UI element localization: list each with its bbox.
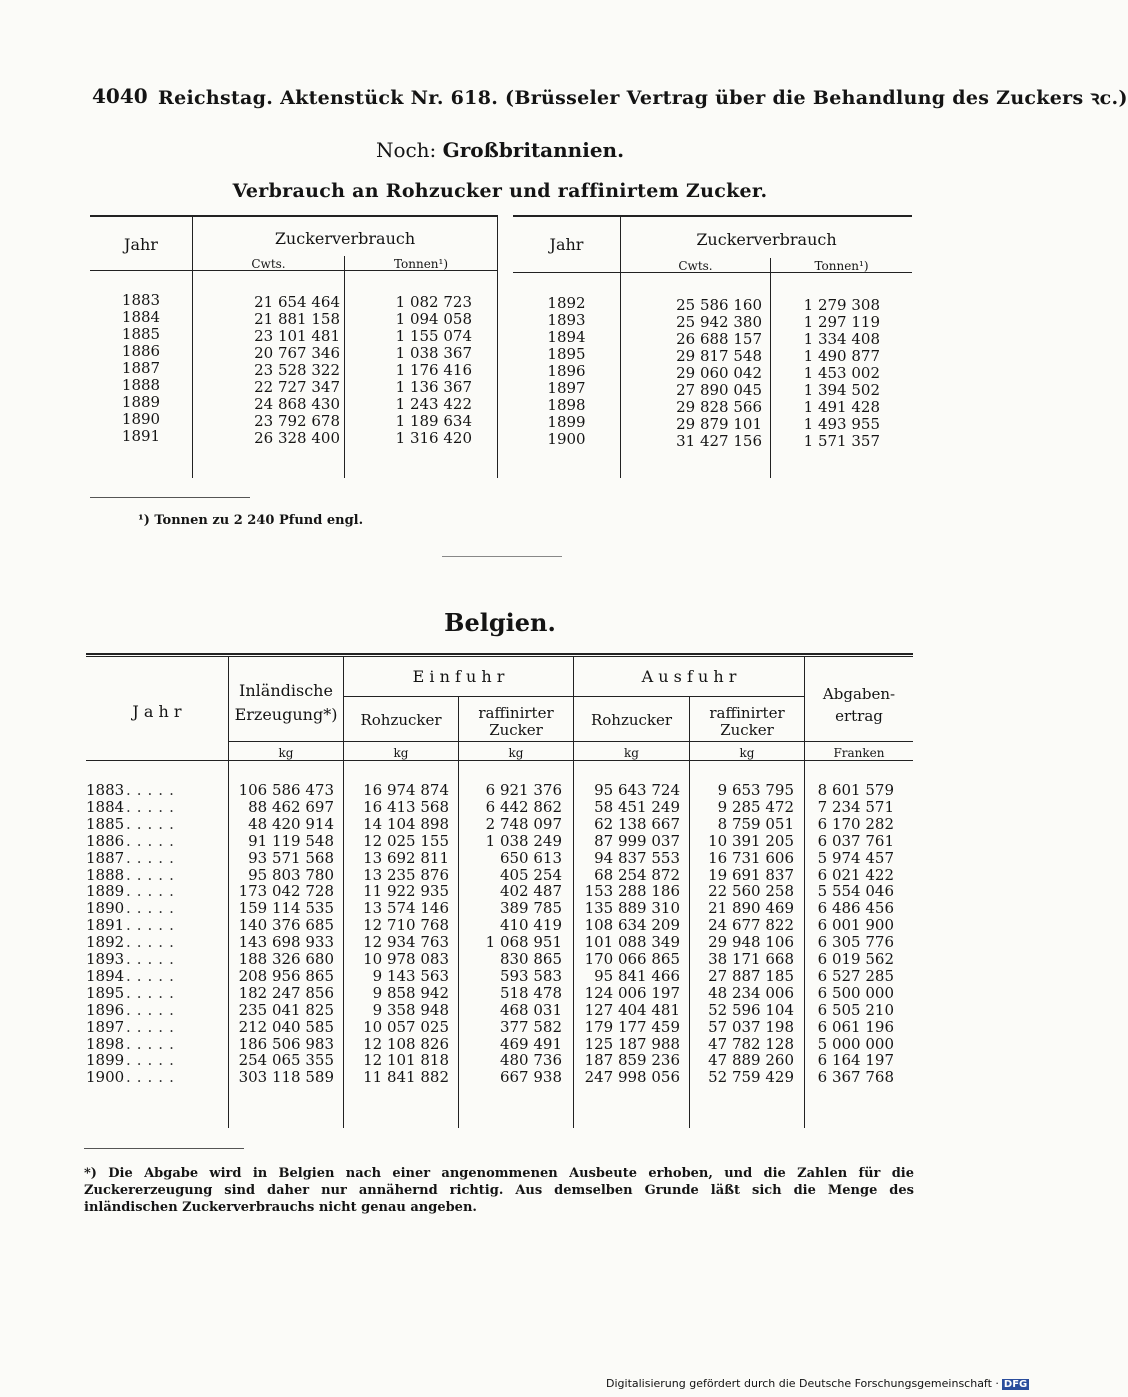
- table-cell-cwts: 23 528 322: [254, 361, 340, 379]
- table-cell-ein-roh: 10 978 083: [363, 950, 449, 968]
- table-cell-year: 1891: [121, 427, 161, 445]
- gb-footnote: ¹) Tonnen zu 2 240 Pfund engl.: [138, 513, 364, 528]
- table-cell-year: 1889: [121, 393, 161, 411]
- table-cell-prod: 88 462 697: [248, 797, 334, 816]
- table-cell-prod: 254 065 355: [238, 1051, 334, 1070]
- table-cell-prod: 212 040 585: [238, 1017, 334, 1036]
- table-cell-aus-raff: 19 691 837: [708, 865, 794, 884]
- table-cell-year: 1893: [86, 950, 125, 968]
- table-cell-ein-raff: 1 038 249: [485, 831, 562, 850]
- table-cell-ein-raff: 468 031: [499, 1000, 562, 1019]
- gb-right-top-rule: [513, 215, 912, 217]
- table-cell-abg: 6 019 562: [817, 950, 894, 968]
- table-cell-aus-raff: 9 653 795: [717, 781, 794, 799]
- table-cell-aus-roh: 58 451 249: [594, 797, 680, 816]
- table-cell-year: 1885: [121, 325, 161, 343]
- be-einfuhr-header: E i n f u h r: [412, 667, 505, 686]
- table-cell-aus-roh: 127 404 481: [584, 1000, 680, 1019]
- table-cell-tonnen: 1 155 074: [395, 327, 472, 345]
- table-cell-year: 1885: [86, 814, 125, 833]
- table-cell-year: 1884: [86, 797, 125, 816]
- table-cell-cwts: 23 792 678: [254, 412, 340, 430]
- table-cell-tonnen: 1 038 367: [395, 344, 472, 362]
- be-group-rule: [344, 696, 804, 697]
- leader-dots: .....: [126, 1017, 180, 1036]
- table-cell-prod: 173 042 728: [238, 882, 334, 901]
- table-cell-tonnen: 1 189 634: [395, 412, 472, 430]
- gb-right-year-header: Jahr: [549, 235, 584, 254]
- table-cell-ein-raff: 377 582: [499, 1017, 562, 1036]
- table-cell-cwts: 26 328 400: [254, 429, 340, 447]
- table-cell-year: 1886: [121, 342, 161, 360]
- table-cell-aus-raff: 52 759 429: [708, 1068, 794, 1087]
- table-cell-year: 1891: [86, 916, 125, 935]
- table-cell-abg: 6 021 422: [817, 865, 894, 884]
- leader-dots: .....: [126, 831, 180, 850]
- be-top-rule: [86, 653, 913, 655]
- table-cell-aus-raff: 52 596 104: [708, 1000, 794, 1019]
- table-cell-year: 1884: [121, 308, 161, 326]
- leader-dots: .....: [126, 1068, 180, 1087]
- table-cell-aus-roh: 87 999 037: [594, 831, 680, 850]
- table-cell-year: 1886: [86, 831, 125, 850]
- gb-title: [0, 138, 1000, 162]
- leader-dots: .....: [126, 1000, 180, 1019]
- table-cell-ein-raff: 667 938: [499, 1068, 562, 1087]
- table-cell-abg: 5 000 000: [817, 1034, 894, 1053]
- be-ein-raff-header: raffinirter Zucker: [478, 704, 554, 739]
- table-cell-cwts: 23 101 481: [254, 327, 340, 345]
- table-cell-prod: 143 698 933: [238, 933, 334, 952]
- table-cell-prod: 91 119 548: [248, 831, 334, 850]
- table-cell-ein-raff: 593 583: [499, 966, 562, 985]
- table-cell-cwts: 27 890 045: [676, 381, 762, 399]
- table-cell-aus-roh: 125 187 988: [584, 1034, 680, 1053]
- table-cell-year: 1898: [86, 1034, 125, 1053]
- running-title: Reichstag. Aktenstück Nr. 618. (Brüsseler Vertrag über die Behandlung des Zuckers ꝛc.): [158, 87, 1128, 109]
- page-number: 4040: [92, 84, 148, 108]
- table-cell-aus-roh: 68 254 872: [594, 865, 680, 884]
- be-top-rule-2: [86, 656, 913, 657]
- gb-right-group-header: Zuckerverbrauch: [696, 230, 837, 249]
- table-cell-cwts: 29 879 101: [676, 415, 762, 433]
- table-cell-cwts: 29 828 566: [676, 398, 762, 416]
- table-cell-prod: 95 803 780: [248, 865, 334, 884]
- table-cell-aus-roh: 187 859 236: [584, 1051, 680, 1070]
- section-separator: [442, 556, 562, 557]
- table-cell-ein-raff: 6 921 376: [485, 781, 562, 799]
- gb-left-tonnen-header: Tonnen¹): [393, 257, 449, 271]
- be-aus-roh-header: Rohzucker: [590, 711, 673, 729]
- leader-dots: .....: [126, 899, 180, 918]
- gb-right-tonnen-header: Tonnen¹): [814, 259, 869, 273]
- gb-left-top-rule: [90, 215, 498, 217]
- table-cell-tonnen: 1 136 367: [395, 378, 472, 396]
- table-cell-ein-raff: 410 419: [499, 916, 562, 935]
- table-cell-tonnen: 1 316 420: [395, 429, 472, 447]
- table-cell-abg: 6 061 196: [817, 1017, 894, 1036]
- be-footnote: *) Die Abgabe wird in Belgien nach einer angenommenen Ausbeute erhoben, und die Zahlen für die Zuckererzeugung sind daher nur annähernd richtig. Aus demselben Grunde läßt sich die Menge des inländischen Zuckerverbrauchs nicht genau angeben.: [84, 1166, 914, 1215]
- table-cell-ein-roh: 13 692 811: [363, 848, 449, 867]
- leader-dots: .....: [126, 865, 180, 884]
- table-cell-aus-roh: 170 066 865: [584, 950, 680, 968]
- table-cell-ein-raff: 480 736: [499, 1051, 562, 1070]
- table-cell-prod: 235 041 825: [238, 1000, 334, 1019]
- table-cell-aus-raff: 29 948 106: [708, 933, 794, 952]
- table-cell-ein-roh: 9 858 942: [372, 983, 449, 1002]
- table-cell-prod: 106 586 473: [238, 781, 334, 799]
- table-cell-cwts: 20 767 346: [254, 344, 340, 362]
- table-cell-ein-roh: 9 143 563: [372, 966, 449, 985]
- table-cell-abg: 6 037 761: [817, 831, 894, 850]
- table-cell-cwts: 22 727 347: [254, 378, 340, 396]
- table-cell-tonnen: 1 297 119: [803, 313, 880, 331]
- table-cell-aus-roh: 95 643 724: [594, 781, 680, 799]
- table-cell-cwts: 26 688 157: [676, 330, 762, 348]
- table-cell-ein-raff: 405 254: [499, 865, 562, 884]
- dfg-text: Digitalisierung gefördert durch die Deutsche Forschungsgemeinschaft ·: [606, 1377, 999, 1390]
- table-cell-abg: 5 974 457: [817, 848, 894, 867]
- table-cell-cwts: 25 586 160: [676, 296, 762, 314]
- table-cell-tonnen: 1 394 502: [803, 381, 880, 399]
- table-cell-year: 1900: [547, 430, 586, 448]
- be-unit-abg: Franken: [833, 746, 885, 760]
- table-cell-cwts: 21 881 158: [254, 310, 340, 328]
- table-cell-year: 1895: [547, 345, 586, 363]
- table-cell-tonnen: 1 491 428: [803, 398, 880, 416]
- table-cell-aus-raff: 10 391 205: [708, 831, 794, 850]
- table-cell-abg: 5 554 046: [817, 882, 894, 901]
- leader-dots: .....: [126, 983, 180, 1002]
- table-cell-ein-raff: 469 491: [499, 1034, 562, 1053]
- table-cell-tonnen: 1 490 877: [803, 347, 880, 365]
- gb-right-cwts-header: Cwts.: [678, 259, 713, 273]
- table-cell-abg: 6 001 900: [817, 916, 894, 935]
- table-cell-cwts: 29 060 042: [676, 364, 762, 382]
- table-cell-aus-roh: 95 841 466: [594, 966, 680, 985]
- table-cell-ein-roh: 12 101 818: [363, 1051, 449, 1070]
- table-cell-prod: 182 247 856: [238, 983, 334, 1002]
- table-cell-aus-roh: 179 177 459: [584, 1017, 680, 1036]
- table-cell-year: 1899: [86, 1051, 125, 1070]
- table-cell-year: 1893: [547, 311, 586, 329]
- leader-dots: .....: [126, 797, 180, 816]
- table-cell-aus-roh: 153 288 186: [584, 882, 680, 901]
- table-cell-aus-raff: 27 887 185: [708, 966, 794, 985]
- table-cell-year: 1887: [121, 359, 161, 377]
- be-unit-aus-raff: kg: [739, 746, 755, 760]
- gb-left-group-header: Zuckerverbrauch: [274, 229, 416, 248]
- gb-subtitle: Verbrauch an Rohzucker und raffinirtem Zucker.: [232, 180, 768, 202]
- table-cell-abg: 6 170 282: [817, 814, 894, 833]
- dfg-logo-icon: DFG: [1003, 1379, 1028, 1390]
- table-cell-ein-roh: 12 108 826: [363, 1034, 449, 1053]
- table-cell-ein-roh: 12 710 768: [363, 916, 449, 935]
- leader-dots: .....: [126, 916, 180, 935]
- table-cell-aus-raff: 47 782 128: [708, 1034, 794, 1053]
- be-abg-header: Abgaben-ertrag: [822, 685, 896, 725]
- be-aus-raff-header: raffinirter Zucker: [709, 704, 785, 739]
- gb-left-year-header: Jahr: [124, 235, 158, 254]
- table-cell-aus-raff: 47 889 260: [708, 1051, 794, 1070]
- table-cell-year: 1894: [547, 328, 586, 346]
- table-cell-abg: 6 367 768: [817, 1068, 894, 1087]
- leader-dots: .....: [126, 933, 180, 952]
- table-cell-aus-raff: 22 560 258: [708, 882, 794, 901]
- table-cell-ein-roh: 16 974 874: [363, 781, 449, 799]
- table-cell-aus-raff: 8 759 051: [717, 814, 794, 833]
- leader-dots: .....: [126, 1051, 180, 1070]
- be-unit-aus-roh: kg: [624, 746, 639, 760]
- table-cell-year: 1883: [121, 291, 161, 309]
- gb-title-prefix: Noch:: [375, 138, 437, 162]
- table-cell-ein-raff: 389 785: [499, 899, 562, 918]
- table-cell-aus-raff: 57 037 198: [708, 1017, 794, 1036]
- table-cell-year: 1900: [86, 1068, 125, 1087]
- table-cell-abg: 6 500 000: [817, 983, 894, 1002]
- table-cell-aus-raff: 21 890 469: [708, 899, 794, 918]
- table-cell-ein-roh: 13 235 876: [363, 865, 449, 884]
- table-cell-ein-raff: 1 068 951: [485, 933, 562, 952]
- table-cell-prod: 303 118 589: [238, 1068, 334, 1087]
- table-cell-year: 1887: [86, 848, 125, 867]
- table-cell-ein-roh: 11 841 882: [363, 1068, 449, 1087]
- table-cell-ein-roh: 10 057 025: [363, 1017, 449, 1036]
- gb-left-cwts-header: Cwts.: [251, 257, 286, 271]
- table-cell-ein-raff: 830 865: [499, 950, 562, 968]
- table-cell-year: 1896: [547, 362, 586, 380]
- table-cell-aus-roh: 101 088 349: [584, 933, 680, 952]
- table-cell-aus-raff: 16 731 606: [708, 848, 794, 867]
- table-cell-year: 1899: [547, 413, 586, 431]
- be-unit-prod: kg: [278, 746, 294, 760]
- leader-dots: .....: [126, 882, 180, 901]
- leader-dots: .....: [126, 848, 180, 867]
- be-unit-rule: [228, 741, 913, 742]
- table-cell-tonnen: 1 334 408: [803, 330, 880, 348]
- leader-dots: .....: [126, 781, 180, 799]
- table-cell-ein-raff: 6 442 862: [485, 797, 562, 816]
- table-cell-prod: 93 571 568: [248, 848, 334, 867]
- table-cell-ein-raff: 402 487: [499, 882, 562, 901]
- table-cell-aus-roh: 108 634 209: [584, 916, 680, 935]
- table-cell-year: 1897: [86, 1017, 125, 1036]
- dfg-watermark: [606, 1377, 1029, 1390]
- leader-dots: .....: [126, 966, 180, 985]
- table-cell-year: 1894: [86, 966, 125, 985]
- table-cell-abg: 6 164 197: [817, 1051, 894, 1070]
- table-cell-tonnen: 1 453 002: [803, 364, 880, 382]
- table-cell-aus-raff: 38 171 668: [708, 950, 794, 968]
- table-cell-abg: 7 234 571: [817, 797, 894, 816]
- table-cell-year: 1890: [86, 899, 125, 918]
- table-cell-ein-roh: 12 025 155: [363, 831, 449, 850]
- table-cell-prod: 48 420 914: [248, 814, 334, 833]
- table-cell-aus-roh: 62 138 667: [594, 814, 680, 833]
- table-cell-aus-raff: 48 234 006: [708, 983, 794, 1002]
- table-cell-ein-roh: 14 104 898: [363, 814, 449, 833]
- table-cell-year: 1889: [86, 882, 125, 901]
- be-unit-ein-raff: kg: [508, 746, 524, 760]
- running-header: [92, 84, 1128, 114]
- leader-dots: .....: [126, 1034, 180, 1053]
- table-cell-tonnen: 1 279 308: [803, 296, 880, 314]
- table-cell-aus-raff: 24 677 822: [708, 916, 794, 935]
- table-cell-cwts: 29 817 548: [676, 347, 762, 365]
- table-cell-ein-raff: 2 748 097: [485, 814, 562, 833]
- table-cell-prod: 159 114 535: [238, 899, 334, 918]
- be-ausfuhr-header: A u s f u h r: [641, 667, 737, 686]
- leader-dots: .....: [126, 950, 180, 968]
- table-cell-ein-raff: 650 613: [499, 848, 562, 867]
- table-cell-year: 1896: [86, 1000, 125, 1019]
- be-footnote-rule: [84, 1148, 244, 1149]
- table-cell-year: 1888: [86, 865, 125, 884]
- table-cell-aus-roh: 94 837 553: [594, 848, 680, 867]
- be-title: Belgien.: [444, 608, 556, 637]
- be-ein-roh-header: Rohzucker: [360, 711, 442, 729]
- table-cell-tonnen: 1 094 058: [395, 310, 472, 328]
- table-cell-tonnen: 1 243 422: [395, 395, 472, 413]
- be-prod-header: Inländische Erzeugung*): [234, 681, 338, 724]
- table-cell-abg: 6 505 210: [817, 1000, 894, 1019]
- table-cell-tonnen: 1 082 723: [395, 293, 472, 311]
- gb-left-vrule-3: [497, 216, 498, 478]
- table-cell-year: 1890: [121, 410, 161, 428]
- table-cell-aus-roh: 247 998 056: [584, 1068, 680, 1087]
- table-cell-abg: 8 601 579: [817, 781, 894, 799]
- table-cell-aus-raff: 9 285 472: [717, 797, 794, 816]
- table-cell-aus-roh: 124 006 197: [584, 983, 680, 1002]
- table-cell-tonnen: 1 493 955: [803, 415, 880, 433]
- table-cell-year: 1892: [86, 933, 125, 952]
- table-cell-ein-roh: 16 413 568: [363, 797, 449, 816]
- table-cell-prod: 188 326 680: [238, 950, 334, 968]
- table-cell-year: 1895: [86, 983, 125, 1002]
- table-cell-ein-roh: 12 934 763: [363, 933, 449, 952]
- table-cell-cwts: 21 654 464: [254, 293, 340, 311]
- table-cell-cwts: 31 427 156: [676, 432, 762, 450]
- table-cell-year: 1883: [86, 781, 125, 799]
- table-cell-aus-roh: 135 889 310: [584, 899, 680, 918]
- table-cell-year: 1897: [547, 379, 586, 397]
- table-cell-cwts: 25 942 380: [676, 313, 762, 331]
- gb-footnote-rule: [90, 497, 250, 498]
- table-cell-prod: 208 956 865: [238, 966, 334, 985]
- table-cell-cwts: 24 868 430: [254, 395, 340, 413]
- table-cell-year: 1898: [547, 396, 586, 414]
- table-cell-year: 1892: [547, 294, 586, 312]
- table-cell-ein-roh: 9 358 948: [372, 1000, 449, 1019]
- table-cell-abg: 6 305 776: [817, 933, 894, 952]
- table-cell-abg: 6 527 285: [817, 966, 894, 985]
- table-cell-prod: 186 506 983: [238, 1034, 334, 1053]
- gb-title-country: Großbritannien.: [442, 138, 625, 162]
- table-cell-tonnen: 1 176 416: [395, 361, 472, 379]
- leader-dots: .....: [126, 814, 180, 833]
- be-year-header: J a h r: [132, 702, 182, 721]
- table-cell-year: 1888: [121, 376, 161, 394]
- table-cell-ein-roh: 11 922 935: [363, 882, 449, 901]
- table-cell-abg: 6 486 456: [817, 899, 894, 918]
- table-cell-prod: 140 376 685: [238, 916, 334, 935]
- table-cell-tonnen: 1 571 357: [803, 432, 880, 450]
- table-cell-ein-raff: 518 478: [499, 983, 562, 1002]
- be-unit-ein-roh: kg: [393, 746, 409, 760]
- table-cell-ein-roh: 13 574 146: [363, 899, 449, 918]
